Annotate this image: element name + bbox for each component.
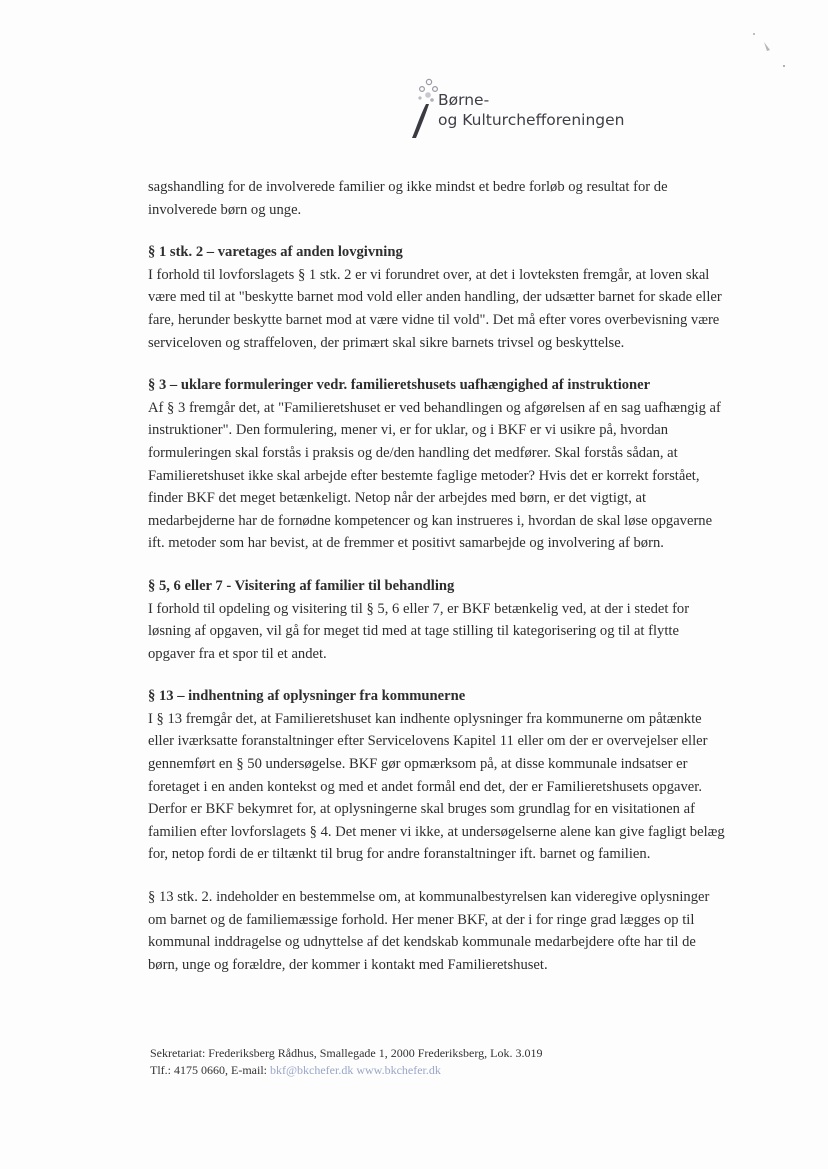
closing-paragraph: § 13 stk. 2. indeholder en bestemmelse om, at kommunalbestyrelsen kan videregive oplysninger om barnet og de familiemæssige forhold. Her mener BKF, at der i for ringe grad lægges op til kommunal inddragelse og udnyttelse af det kendskab kommunale medarbejdere ofte har til de børn, unge og forældre, der kommer i kontakt med Familieretshuset.: [148, 889, 710, 973]
closing-section: [148, 886, 728, 976]
intro-paragraph: sagshandling for de involverede familier og ikke mindst et bedre forløb og resultat for de involverede børn og unge.: [148, 179, 668, 218]
section-4: [148, 685, 728, 866]
website-link[interactable]: www.bkchefer.dk: [356, 1063, 441, 1077]
section-heading: § 1 stk. 2 – varetages af anden lovgivning: [148, 244, 403, 261]
section-body: I forhold til opdeling og visitering til § 5, 6 eller 7, er BKF betænkelig ved, at der i stedet for løsning af opgaven, vil gå for meget tid med at tage stilling til kategorisering og til at flytte opgaver fra et spor til et andet.: [148, 600, 690, 662]
section-heading: § 5, 6 eller 7 - Visitering af familier til behandling: [148, 577, 455, 594]
logo-line-2: og Kulturchefforeningen: [438, 111, 625, 129]
footer-address: Sekretariat: Frederiksberg Rådhus, Smallegade 1, 2000 Frederiksberg, Lok. 3.019: [150, 1046, 543, 1060]
section-body: I § 13 fremgår det, at Familieretshuset kan indhente oplysninger fra kommunerne om påtænkte eller iværksatte foranstaltninger efter Servicelovens Kapitel 11 eller om der er overvejelser eller gennemført en § 50 undersøgelse. BKF gør opmærksom på, at disse kommunale indsatser er foretaget i en anden kontekst og med et andet formål end det, der er Familieretshusets opgaver. Derfor er BKF bekymret for, at oplysningerne skal bruges som grundlag for en visitationen af familien efter lovforslagets § 4. Det mener vi ikke, at undersøgelserne alene kan give fagligt belæg for, netop fordi de er tiltænkt til brug for andre foranstaltninger ift. barnet og familien.: [148, 710, 725, 863]
section-3: [148, 575, 728, 665]
email-link[interactable]: bkf@bkchefer.dk: [269, 1063, 354, 1077]
logo-line-1: Børne-: [438, 91, 490, 109]
organization-logo: [408, 76, 668, 142]
section-1: [148, 241, 728, 354]
section-2: [148, 374, 728, 555]
scan-specks: [740, 28, 800, 88]
page-footer: [150, 1045, 750, 1079]
section-body: Af § 3 fremgår det, at "Familieretshuset er ved behandlingen og afgørelsen af en sag uafhængig af instruktioner". Den formulering, mener vi, er for uklar, og i BKF er vi usikre på, hvordan formuleringen skal forstås i praksis og de/den handling det medfører. Skal forstås sådan, at Familieretshuset ikke skal arbejde efter bestemte faglige metoder? Hvis det er korrekt forstået, finder BKF det meget betænkeligt. Netop når der arbejdes med børn, er det vigtigt, at medarbejderne har de fornødne kompetencer og kan instrueres i, hvordan de skal løse opgaverne ift. metoder som har bevist, at de fremmer et positivt samarbejde og involvering af børn.: [148, 399, 721, 552]
section-body: I forhold til lovforslagets § 1 stk. 2 er vi forundret over, at det i lovteksten fremgår, at loven skal være med til at "beskytte barnet mod vold eller anden handling, der udsætter barnet for skade eller fare, herunder beskytte barnet mod at være vidne til vold". Det må efter vores overbevisning være serviceloven og straffeloven, der primært skal sikre barnets trivsel og beskyttelse.: [148, 266, 722, 351]
footer-contact: [150, 1062, 750, 1079]
section-heading: § 13 – indhentning af oplysninger fra kommunerne: [148, 688, 466, 705]
footer-phone: Tlf.: 4175 0660, E-mail:: [150, 1063, 267, 1077]
letter-body: [148, 176, 728, 976]
section-heading: § 3 – uklare formuleringer vedr. familieretshusets uafhængighed af instruktioner: [148, 377, 651, 394]
